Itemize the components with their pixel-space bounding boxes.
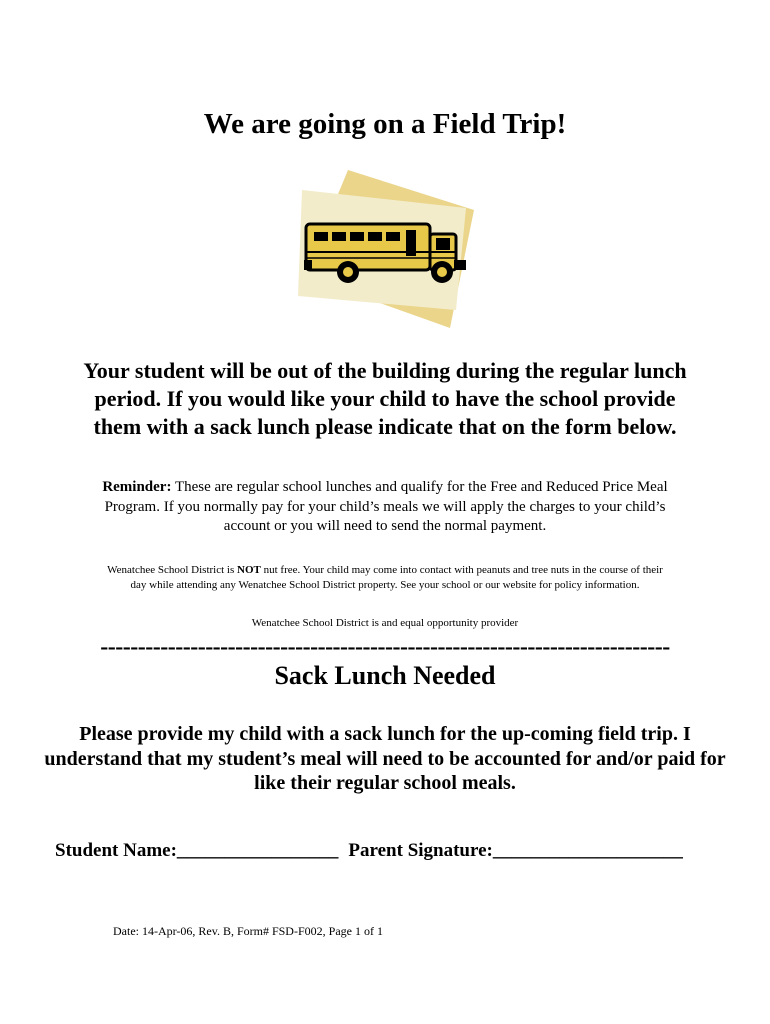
nut-notice-before: Wenatchee School District is — [107, 564, 237, 576]
form-title: Sack Lunch Needed — [274, 661, 496, 690]
nut-notice-after: nut free. Your child may come into contact with peanuts and tree nuts in the course of their day while attending any Wenatchee School District property. See your school or our website for policy information. — [130, 564, 663, 591]
nut-notice-emphasis: NOT — [237, 564, 261, 576]
parent-signature-field[interactable]: Parent Signature:____________________ — [348, 840, 683, 861]
school-bus-icon — [296, 168, 476, 330]
main-message: Your student will be out of the building during the regular lunch period. If you would like your child to have the school provide them with a sack lunch please indicate that on the form below. — [83, 358, 687, 439]
student-name-field[interactable]: Student Name:_________________ — [55, 840, 339, 861]
request-statement: Please provide my child with a sack lunch for the up-coming field trip. I understand that my student’s meal will need to be accounted for and/or paid for like their regular school meals. — [44, 723, 726, 794]
equal-opportunity-statement: Wenatchee School District is and equal opportunity provider — [251, 617, 519, 629]
reminder-text: These are regular school lunches and qualify for the Free and Reduced Price Meal Program. If you normally pay for your child’s meals we will apply the charges to your child’s account or you will need to send the normal payment. — [104, 479, 668, 534]
signature-row — [55, 840, 683, 862]
form-footer: Date: 14-Apr-06, Rev. B, Form# FSD-F002, Page 1 of 1 — [113, 924, 383, 938]
cut-line-divider: ---------------------------------------------------------------------------- — [100, 634, 670, 660]
nut-notice — [100, 563, 670, 592]
page-title: We are going on a Field Trip! — [203, 108, 567, 140]
reminder-paragraph — [100, 478, 670, 537]
reminder-label: Reminder: — [102, 479, 172, 495]
